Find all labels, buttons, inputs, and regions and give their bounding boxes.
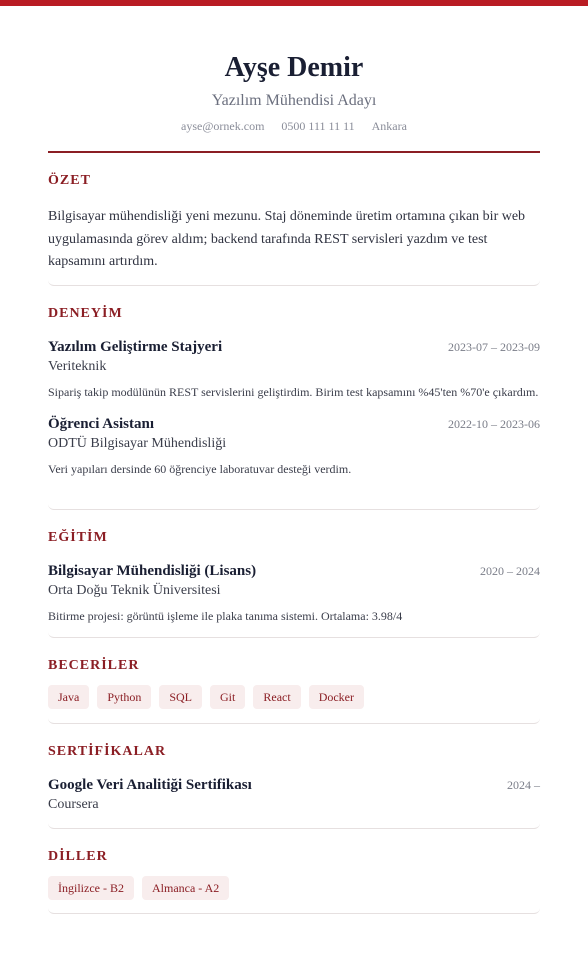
entry-date: 2020 – 2024 (480, 564, 540, 578)
contact-phone[interactable]: 0500 111 11 11 (281, 119, 355, 133)
contact-email[interactable]: ayse@ornek.com (181, 119, 265, 133)
entry-title: Yazılım Geliştirme Stajyeri (48, 339, 223, 355)
summary-section (48, 153, 540, 286)
candidate-title: Yazılım Mühendisi Adayı (211, 92, 377, 109)
skill-tag: Python (97, 685, 151, 709)
contact-city: Ankara (371, 119, 407, 133)
language-tag: Almanca - A2 (142, 876, 229, 900)
skill-tag: React (253, 685, 300, 709)
entry-date: 2023-07 – 2023-09 (448, 340, 540, 354)
entry-title: Bilgisayar Mühendisliği (Lisans) (48, 563, 257, 579)
entry-organization: ODTÜ Bilgisayar Mühendisliği (48, 436, 227, 451)
section-heading: BECERİLER (48, 658, 140, 673)
skills-section (48, 638, 540, 724)
entry-date: 2022-10 – 2023-06 (448, 417, 540, 431)
skill-tag: Git (210, 685, 245, 709)
skill-tags (48, 685, 540, 709)
entry-title: Google Veri Analitiği Sertifikası (48, 777, 252, 793)
language-tags (48, 876, 540, 900)
resume-page (48, 0, 540, 914)
education-section (48, 510, 540, 638)
experience-section (48, 286, 540, 510)
skill-tag: Docker (309, 685, 364, 709)
entry-organization: Orta Doğu Teknik Üniversitesi (48, 583, 221, 598)
entry-title: Öğrenci Asistanı (48, 416, 154, 432)
candidate-name: Ayşe Demir (224, 52, 364, 83)
certificate-entry (48, 776, 540, 814)
experience-entry (48, 338, 540, 402)
languages-section (48, 829, 540, 914)
summary-text: Bilgisayar mühendisliği yeni mezunu. Staj döneminde üretim ortamına çıkan bir web uygulamasında görev aldım; backend tarafında REST servisleri yazdım ve test kapsamını artırdım. (48, 209, 526, 269)
section-heading: DİLLER (48, 849, 108, 864)
entry-organization: Veriteknik (48, 359, 107, 374)
education-entry (48, 562, 540, 626)
skill-tag: Java (48, 685, 89, 709)
entry-description: Sipariş takip modülünün REST servislerini geliştirdim. Birim test kapsamını %45'ten %70'e çıkardım. (48, 385, 539, 399)
section-heading: DENEYİM (48, 306, 123, 321)
skill-tag: SQL (159, 685, 202, 709)
contact-line (48, 119, 540, 133)
certificates-section (48, 724, 540, 829)
resume-header (48, 0, 540, 153)
language-tag: İngilizce - B2 (48, 876, 134, 900)
entry-description: Veri yapıları dersinde 60 öğrenciye laboratuvar desteği verdim. (48, 462, 352, 476)
section-heading: ÖZET (48, 173, 91, 188)
section-heading: EĞİTİM (48, 530, 108, 545)
experience-entry (48, 415, 540, 479)
entry-date: 2024 – (507, 778, 540, 792)
entry-description: Bitirme projesi: görüntü işleme ile plaka tanıma sistemi. Ortalama: 3.98/4 (48, 609, 403, 623)
entry-organization: Coursera (48, 797, 99, 812)
section-heading: SERTİFİKALAR (48, 744, 167, 759)
